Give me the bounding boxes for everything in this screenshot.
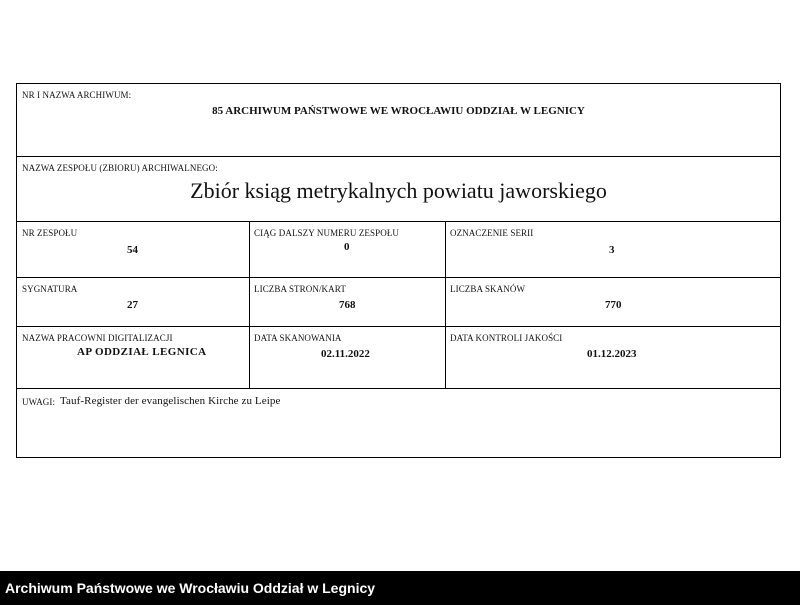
archive-value: 85 ARCHIWUM PAŃSTWOWE WE WROCŁAWIU ODDZIAŁ W LEGNICY	[212, 105, 585, 117]
row-divider	[17, 326, 780, 327]
studio-label: NAZWA PRACOWNI DIGITALIZACJI	[22, 333, 173, 343]
column-divider	[445, 221, 446, 388]
remarks-label: UWAGI:	[22, 397, 56, 407]
pages-label: LICZBA STRON/KART	[254, 284, 346, 294]
metadata-card	[16, 83, 781, 458]
footer-bar	[0, 571, 800, 605]
fonds-continuation-value: 0	[344, 241, 350, 253]
row-divider	[17, 221, 780, 222]
fonds-name-label: NAZWA ZESPOŁU (ZBIORU) ARCHIWALNEGO:	[22, 163, 218, 173]
scan-date-value: 02.11.2022	[321, 348, 370, 360]
remarks-value: Tauf-Register der evangelischen Kirche zu Leipe	[60, 395, 281, 407]
archive-label: NR I NAZWA ARCHIWUM:	[22, 90, 132, 100]
row-divider	[17, 156, 780, 157]
qc-date-label: DATA KONTROLI JAKOŚCI	[450, 333, 563, 343]
signature-value: 27	[127, 299, 138, 311]
row-divider	[17, 388, 780, 389]
scans-value: 770	[605, 299, 622, 311]
pages-value: 768	[339, 299, 356, 311]
fonds-continuation-label: CIĄG DALSZY NUMERU ZESPOŁU	[254, 228, 400, 238]
signature-label: SYGNATURA	[22, 284, 78, 294]
series-value: 3	[609, 244, 615, 256]
scan-date-label: DATA SKANOWANIA	[254, 333, 342, 343]
series-label: OZNACZENIE SERII	[450, 228, 534, 238]
fonds-name-value: Zbiór ksiąg metrykalnych powiatu jaworskiego	[190, 178, 607, 203]
studio-value: AP ODDZIAŁ LEGNICA	[77, 346, 207, 358]
qc-date-value: 01.12.2023	[587, 348, 637, 360]
fonds-no-label: NR ZESPOŁU	[22, 228, 78, 238]
scans-label: LICZBA SKANÓW	[450, 284, 526, 294]
fonds-no-value: 54	[127, 244, 138, 256]
footer-text: Archiwum Państwowe we Wrocławiu Oddział w Legnicy	[5, 580, 376, 596]
column-divider	[249, 221, 250, 388]
row-divider	[17, 277, 780, 278]
